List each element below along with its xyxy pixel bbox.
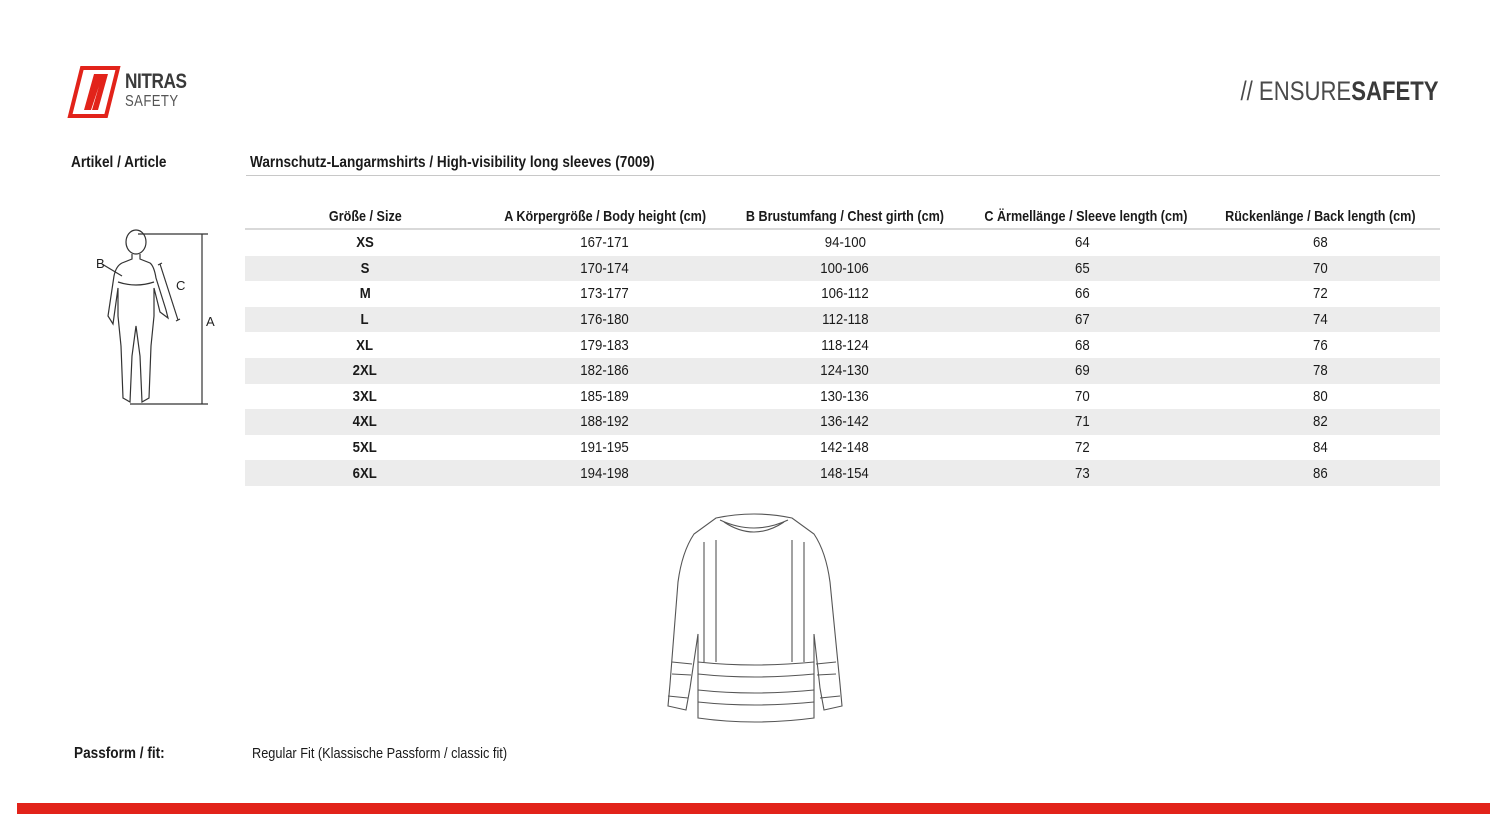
cell-body-height: 188-192 xyxy=(485,409,725,435)
cell-body-height: 185-189 xyxy=(580,387,630,405)
cell-back-length: 86 xyxy=(1200,460,1440,486)
column-header-back-length: Rückenlänge / Back length (cm) xyxy=(1200,204,1440,229)
cell-chest-girth: 148-154 xyxy=(725,460,965,486)
logo-subtitle: SAFETY xyxy=(125,93,179,110)
cell-body-height: 182-186 xyxy=(485,358,725,384)
cell-body-height: 191-195 xyxy=(580,439,630,457)
table-row xyxy=(245,460,1440,486)
cell-chest-girth: 118-124 xyxy=(821,336,869,354)
cell-sleeve-length: 67 xyxy=(965,307,1200,333)
cell-chest-girth: 130-136 xyxy=(820,387,870,405)
nitras-logo xyxy=(66,66,206,118)
cell-chest-girth: 142-148 xyxy=(820,439,870,457)
article-name: Warnschutz-Langarmshirts / High-visibility long sleeves (7009) xyxy=(250,154,655,171)
cell-chest-girth: 106-112 xyxy=(821,285,869,303)
cell-sleeve-length: 68 xyxy=(1075,336,1090,354)
nitras-logo-mark-icon xyxy=(66,66,122,118)
article-divider xyxy=(246,175,1440,176)
cell-size: XL xyxy=(356,336,374,354)
table-row xyxy=(245,435,1440,461)
cell-sleeve-length: 72 xyxy=(1075,439,1090,457)
cell-back-length: 84 xyxy=(1312,439,1328,457)
cell-chest-girth: 94-100 xyxy=(824,234,866,252)
table-row xyxy=(245,307,1440,333)
table-row xyxy=(245,384,1440,410)
cell-size: S xyxy=(245,256,485,282)
cell-chest-girth: 136-142 xyxy=(725,409,965,435)
table-row xyxy=(245,409,1440,435)
label-b: B xyxy=(96,256,105,271)
cell-size: XS xyxy=(356,234,374,252)
cell-body-height: 170-174 xyxy=(485,256,725,282)
label-a: A xyxy=(206,314,215,329)
column-header-size: Größe / Size xyxy=(245,204,485,229)
cell-sleeve-length: 73 xyxy=(965,460,1200,486)
table-row xyxy=(245,281,1440,307)
cell-size: 5XL xyxy=(352,439,378,457)
cell-back-length: 68 xyxy=(1312,234,1328,252)
cell-sleeve-length: 65 xyxy=(965,256,1200,282)
column-header-sleeve-length: C Ärmellänge / Sleeve length (cm) xyxy=(965,204,1200,229)
table-row xyxy=(245,332,1440,358)
slogan-prefix: // ENSURE xyxy=(1240,76,1352,106)
cell-back-length: 78 xyxy=(1200,358,1440,384)
label-c: C xyxy=(176,278,186,293)
long-sleeve-shirt-illustration xyxy=(664,512,844,732)
fit-label: Passform / fit: xyxy=(74,745,165,762)
cell-body-height: 179-183 xyxy=(580,336,630,354)
size-table xyxy=(245,204,1440,486)
cell-back-length: 82 xyxy=(1200,409,1440,435)
cell-size: 2XL xyxy=(245,358,485,384)
cell-back-length: 70 xyxy=(1200,256,1440,282)
slogan xyxy=(1241,76,1439,107)
cell-chest-girth: 112-118 xyxy=(725,307,965,333)
table-row xyxy=(245,229,1440,256)
cell-sleeve-length: 64 xyxy=(1075,234,1090,252)
cell-sleeve-length: 71 xyxy=(965,409,1200,435)
article-label: Artikel / Article xyxy=(71,154,167,171)
cell-size: 6XL xyxy=(245,460,485,486)
body-measurement-figure xyxy=(92,226,222,412)
table-row xyxy=(245,358,1440,384)
slogan-bold: SAFETY xyxy=(1351,76,1439,106)
cell-back-length: 74 xyxy=(1200,307,1440,333)
cell-body-height: 194-198 xyxy=(485,460,725,486)
cell-back-length: 76 xyxy=(1312,336,1328,354)
cell-chest-girth: 100-106 xyxy=(725,256,965,282)
cell-back-length: 72 xyxy=(1312,285,1328,303)
cell-body-height: 173-177 xyxy=(580,285,630,303)
cell-size: L xyxy=(245,307,485,333)
bottom-accent-bar xyxy=(17,803,1490,814)
fit-value: Regular Fit (Klassische Passform / classic fit) xyxy=(252,745,508,762)
cell-size: 3XL xyxy=(352,387,378,405)
cell-size: 4XL xyxy=(245,409,485,435)
table-row xyxy=(245,256,1440,282)
column-header-body-height: A Körpergröße / Body height (cm) xyxy=(485,204,725,229)
logo-name: NITRAS xyxy=(125,70,187,93)
cell-sleeve-length: 66 xyxy=(1075,285,1090,303)
cell-sleeve-length: 70 xyxy=(1075,387,1090,405)
table-header-row xyxy=(245,204,1440,229)
cell-sleeve-length: 69 xyxy=(965,358,1200,384)
cell-body-height: 176-180 xyxy=(485,307,725,333)
cell-chest-girth: 124-130 xyxy=(725,358,965,384)
cell-size: M xyxy=(359,285,371,303)
column-header-chest-girth: B Brustumfang / Chest girth (cm) xyxy=(725,204,965,229)
cell-body-height: 167-171 xyxy=(580,234,630,252)
cell-back-length: 80 xyxy=(1312,387,1328,405)
